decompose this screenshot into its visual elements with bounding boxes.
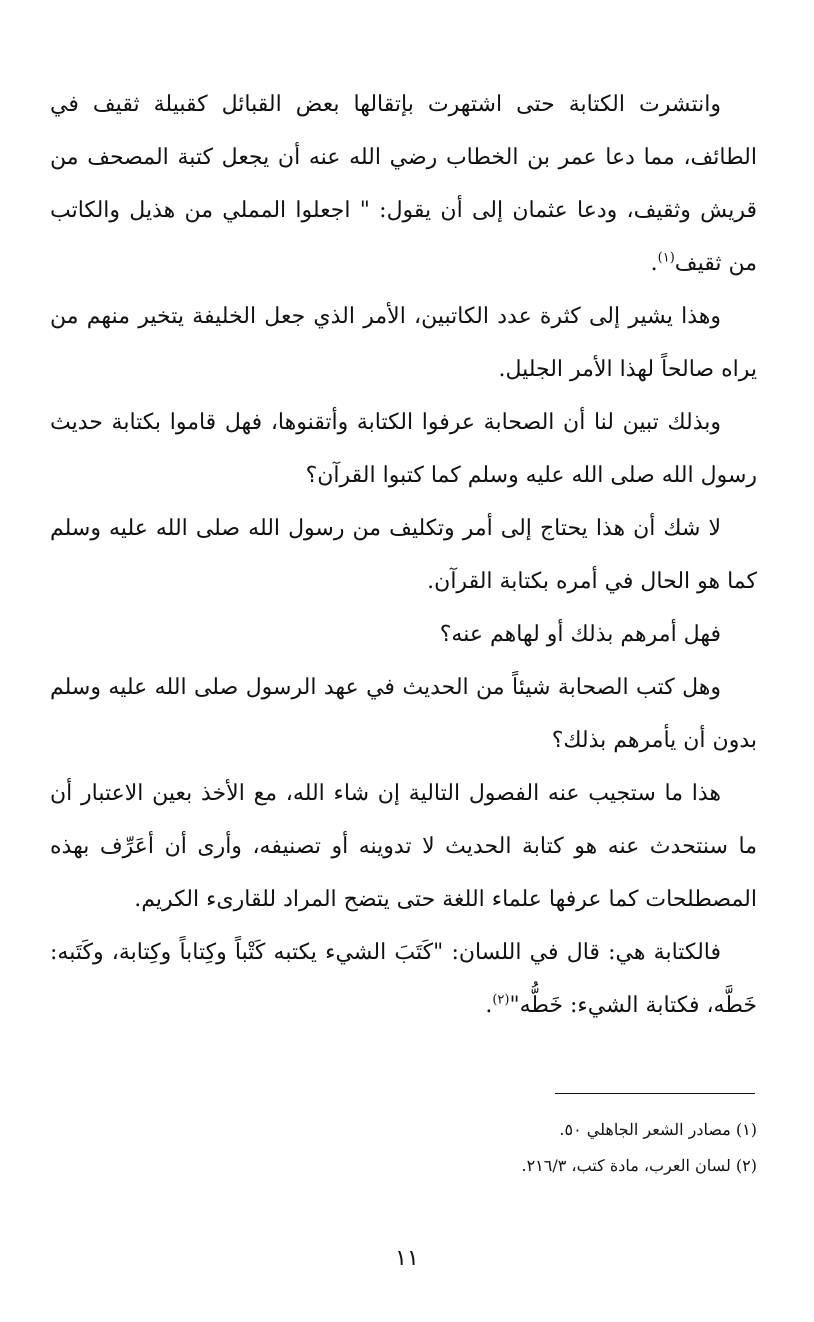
footnotes	[50, 1112, 757, 1184]
main-text	[50, 78, 757, 1032]
paragraph: وانتشرت الكتابة حتى اشتهرت بإتقالها بعض القبائل كقبيلة ثقيف في الطائف، مما دعا عمر بن الخطاب رضي الله عنه أن يجعل كتبة المصحف من قريش وثقيف، ودعا عثمان إلى أن يقول: " اجعلوا المملي من هذيل والكاتب من ثقيف$^{(١)}$.	[50, 92, 757, 276]
footnote: (٢) لسان العرب، مادة كتب، ٢١٦/٣.	[521, 1156, 757, 1175]
footnote-reference: (٢)	[492, 992, 510, 1008]
page-number: ١١	[395, 1246, 419, 1271]
paragraph: لا شك أن هذا يحتاج إلى أمر وتكليف من رسول الله صلى الله عليه وسلم كما هو الحال في أمره بكتابة القرآن.	[50, 516, 757, 594]
paragraph: وهذا يشير إلى كثرة عدد الكاتبين، الأمر الذي جعل الخليفة يتخير منهم من يراه صالحاً لهذا الأمر الجليل.	[50, 304, 757, 382]
paragraph: وبذلك تبين لنا أن الصحابة عرفوا الكتابة وأتقنوها، فهل قاموا بكتابة حديث رسول الله صلى الله عليه وسلم كما كتبوا القرآن؟	[50, 410, 757, 488]
paragraph: هذا ما ستجيب عنه الفصول التالية إن شاء الله، مع الأخذ بعين الاعتبار أن ما سنتحدث عنه هو كتابة الحديث لا تدوينه أو تصنيفه، وأرى أن أعَرِّف بهذه المصطلحات كما عرفها علماء اللغة حتى يتضح المراد للقارىء الكريم.	[50, 781, 757, 912]
footnote-separator	[555, 1093, 755, 1094]
footnote-reference: (١)	[657, 250, 675, 266]
paragraph: فهل أمرهم بذلك أو لهاهم عنه؟	[439, 622, 721, 647]
paragraph: فالكتابة هي: قال في اللسان: "كَتَبَ الشيء يكتبه كَتْباً وكِتاباً وكِتابة، وكَتَبه: خَطَّه، فكتابة الشيء: خَطُّه"$^{(٢)}$.	[50, 940, 757, 1018]
footnote: (١) مصادر الشعر الجاهلي ٥٠.	[559, 1120, 757, 1139]
paragraph: وهل كتب الصحابة شيئاً من الحديث في عهد الرسول صلى الله عليه وسلم بدون أن يأمرهم بذلك؟	[50, 675, 757, 753]
